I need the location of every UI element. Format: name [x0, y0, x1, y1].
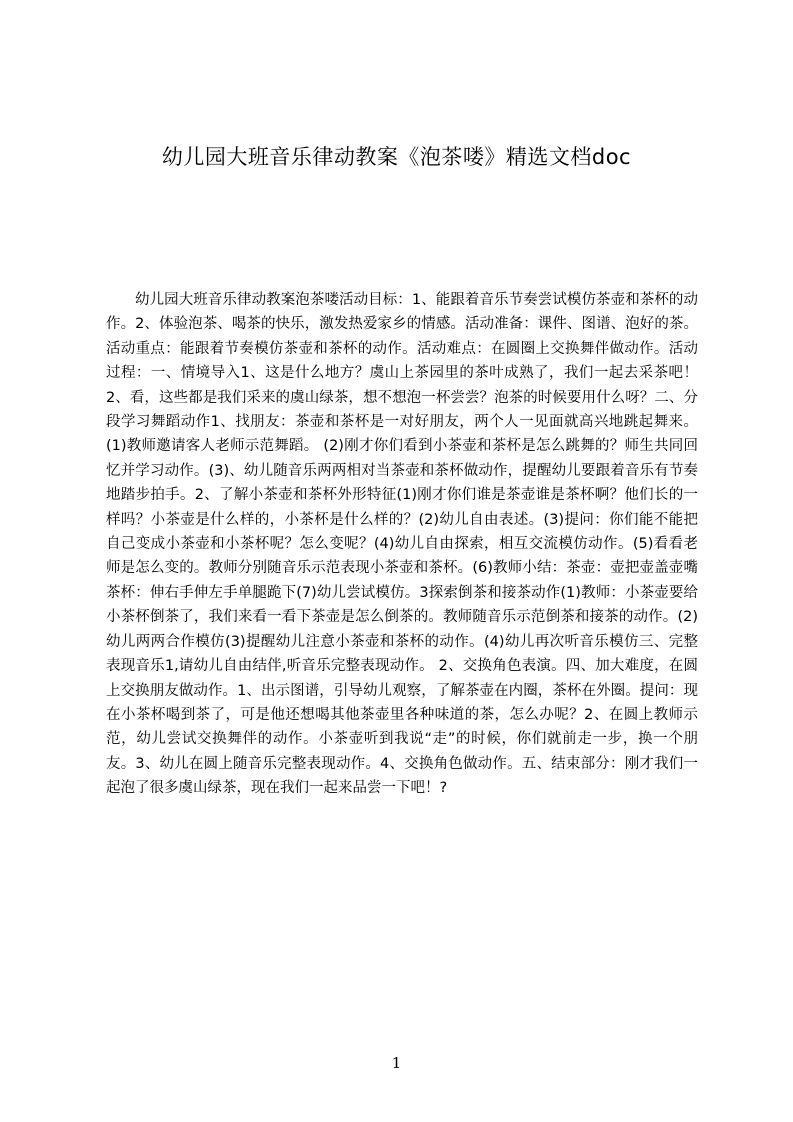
document-body-paragraph: 幼儿园大班音乐律动教案泡茶喽活动目标：1、能跟着音乐节奏尝试模仿茶壶和茶杯的动作。2、体验泡茶、喝茶的快乐，激发热爱家乡的情感。活动准备：课件、图谱、泡好的茶。活动重点：能跟着节奏模仿茶壶和茶杯的动作。活动难点：在圆圈上交换舞伴做动作。活动过程：一、情境导入1、这是什么地方？虞山上茶园里的茶叶成熟了，我们一起去采茶吧！2、看，这些都是我们采来的虞山绿茶，想不想泡一杯尝尝？泡茶的时候要用什么呀？二、分段学习舞蹈动作1、找朋友：茶壶和茶杯是一对好朋友，两个人一见面就高兴地跳起舞来。(1)教师邀请客人老师示范舞蹈。 (2)刚才你们看到小茶壶和茶杯是怎么跳舞的？师生共同回忆并学习动作。(3)、幼儿随音乐两两相对当茶壶和茶杯做动作，提醒幼儿要跟着音乐有节奏地踏步拍手。2、了解小茶壶和茶杯外形特征(1)刚才你们谁是茶壶谁是茶杯啊？他们长的一样吗？小茶壶是什么样的，小茶杯是什么样的？(2)幼儿自由表述。(3)提问：你们能不能把自己变成小茶壶和小茶杯呢？怎么变呢？(4)幼儿自由探索，相互交流模仿动作。(5)看看老师是怎么变的。教师分别随音乐示范表现小茶壶和茶杯。(6)教师小结：茶壶：壶把壶盖壶嘴茶杯：伸右手伸左手单腿跪下(7)幼儿尝试模仿。3探索倒茶和接茶动作(1)教师：小茶壶要给小茶杯倒茶了，我们来看一看下茶壶是怎么倒茶的。教师随音乐示范倒茶和接茶的动作。(2)幼儿两两合作模仿(3)提醒幼儿注意小茶壶和茶杯的动作。(4)幼儿再次听音乐模仿三、完整表现音乐1,请幼儿自由结伴,听音乐完整表现动作。 2、交换角色表演。四、加大难度，在圆上交换朋友做动作。1、出示图谱，引导幼儿观察，了解茶壶在内圈，茶杯在外圈。提问：现在小茶杯喝到茶了，可是他还想喝其他茶壶里各种味道的茶，怎么办呢？2、在圆上教师示范，幼儿尝试交换舞伴的动作。小茶壶听到我说“走”的时候，你们就前走一步，换一个朋友。3、幼儿在圆上随音乐完整表现动作。4、交换角色做动作。五、结束部分：刚才我们一起泡了很多虞山绿茶，现在我们一起来品尝一下吧！? [106, 292, 698, 797]
page-number: 1 [391, 1054, 402, 1072]
document-title: 幼儿园大班音乐律动教案《泡茶喽》精选文档doc [161, 145, 632, 169]
